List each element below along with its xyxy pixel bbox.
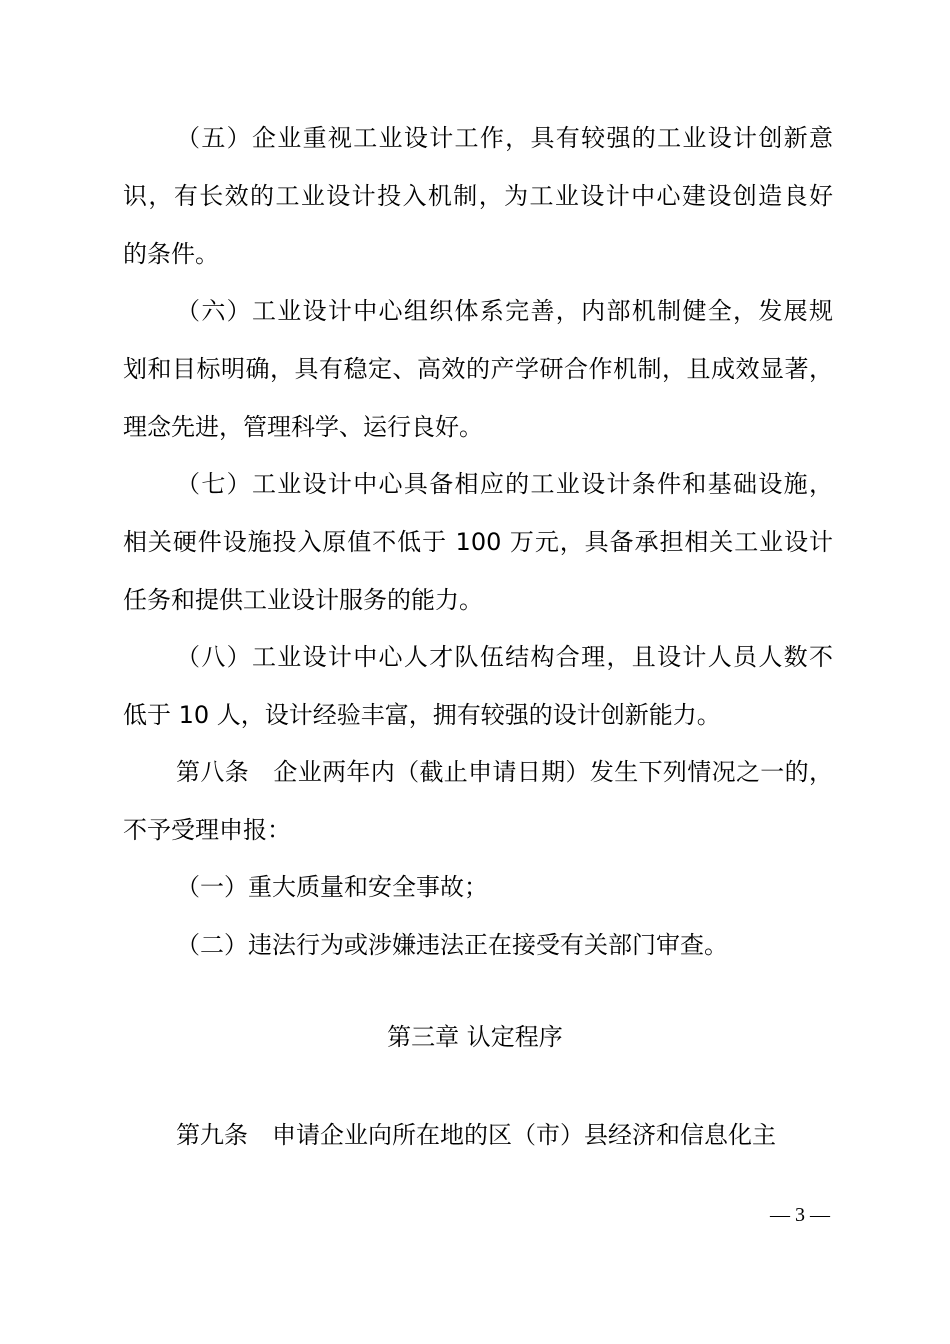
paragraph-5-line-1: （五）企业重视工业设计工作，具有较强的工业设计创新意: [176, 124, 833, 152]
paragraph-8-line-1: （八）工业设计中心人才队伍结构合理，且设计人员人数不: [176, 643, 833, 671]
chapter-heading: 第三章 认定程序: [387, 1023, 563, 1051]
article-9-line-1: 第九条 申请企业向所在地的区（市）县经济和信息化主: [176, 1121, 776, 1149]
paragraph-6-line-1: （六）工业设计中心组织体系完善，内部机制健全，发展规: [176, 297, 833, 325]
page-number: — 3 —: [770, 1204, 830, 1226]
article-8-item-2: （二）违法行为或涉嫌违法正在接受有关部门审查。: [176, 931, 728, 959]
paragraph-7-line-1: （七）工业设计中心具备相应的工业设计条件和基础设施，: [176, 470, 833, 498]
article-8-line-2: 不予受理申报：: [123, 816, 291, 844]
paragraph-7-line-2: 相关硬件设施投入原值不低于 100 万元，具备承担相关工业设计: [123, 528, 833, 556]
article-8-line-1: 第八条 企业两年内（截止申请日期）发生下列情况之一的，: [176, 758, 833, 786]
paragraph-5-line-3: 的条件。: [123, 240, 219, 268]
paragraph-7-line-3: 任务和提供工业设计服务的能力。: [123, 586, 483, 614]
article-8-item-1: （一）重大质量和安全事故；: [176, 873, 488, 901]
paragraph-6-line-2: 划和目标明确，具有稳定、高效的产学研合作机制，且成效显著，: [123, 355, 833, 383]
paragraph-6-line-3: 理念先进，管理科学、运行良好。: [123, 413, 483, 441]
paragraph-8-line-2: 低于 10 人，设计经验丰富，拥有较强的设计创新能力。: [123, 701, 721, 729]
paragraph-5-line-2: 识，有长效的工业设计投入机制，为工业设计中心建设创造良好: [123, 182, 833, 210]
